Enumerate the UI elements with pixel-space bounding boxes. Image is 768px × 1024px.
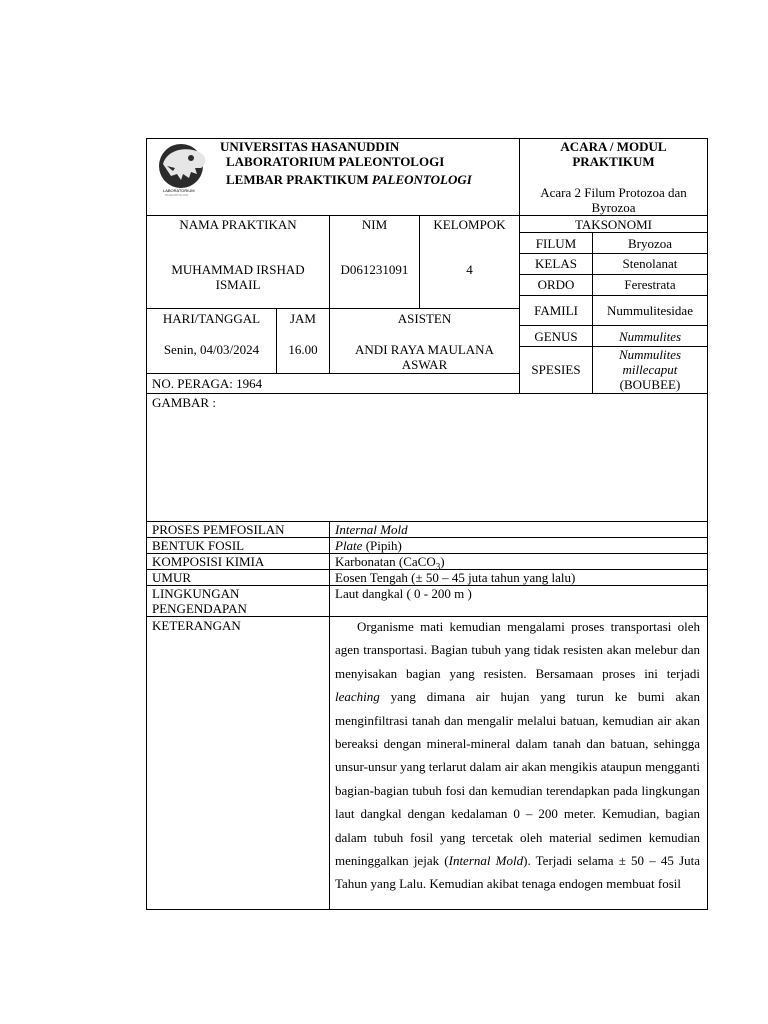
komposisi-value: Karbonatan (CaCO$_3$) [335, 554, 445, 572]
logo-subtext: PALEONTOLOGI [165, 193, 189, 197]
nim-label: NIM [361, 217, 388, 232]
famili-value: Nummulitesidae [607, 303, 693, 318]
spesies-value-2: millecaput [622, 362, 678, 377]
asisten-label: ASISTEN [397, 311, 452, 326]
nama-value-1: MUHAMMAD IRSHAD [171, 262, 305, 277]
spesies-value-3: (BOUBEE) [619, 377, 681, 392]
komposisi-label: KOMPOSISI KIMIA [152, 554, 265, 569]
acara-title-1: ACARA / MODUL [560, 139, 667, 154]
gambar-label: GAMBAR : [152, 395, 216, 410]
spesies-value-1: Nummulites [618, 347, 682, 362]
hari-value: Senin, 04/03/2024 [163, 342, 260, 357]
kelompok-value: 4 [466, 262, 473, 277]
umur-label: UMUR [152, 570, 192, 585]
kelas-value: Stenolanat [622, 256, 678, 271]
kelompok-label: KELOMPOK [433, 217, 506, 232]
dinosaur-skull-icon [151, 138, 213, 190]
acara-value-2: Byrozoa [591, 200, 636, 215]
famili-label: FAMILI [534, 303, 578, 318]
nama-value-2: ISMAIL [215, 277, 261, 292]
proses-value: Internal Mold [335, 522, 408, 537]
filum-value: Bryozoa [627, 236, 673, 251]
bentuk-value: Plate (Pipih) [335, 538, 402, 553]
nim-value: D061231091 [340, 262, 409, 277]
ordo-label: ORDO [537, 277, 575, 292]
jam-label: JAM [289, 311, 316, 326]
keterangan-label: KETERANGAN [152, 618, 241, 633]
spesies-label: SPESIES [531, 362, 581, 377]
asisten-value-1: ANDI RAYA MAULANA [355, 342, 494, 357]
bentuk-label: BENTUK FOSIL [152, 538, 245, 553]
keterangan-paragraph: Organisme mati kemudian mengalami proses transportasi oleh agen transportasi. Bagian tubuh yang tidak resisten akan melebur dan menyisakan bagian yang resisten. Bersamaan proses ini terjadi leaching yang dimana air hujan yang turun ke bumi akan menginfiltrasi tanah dan mengalir melalui batuan, kemudian air akan bereaksi dengan mineral-mineral dalam tanah dan batuan, sehingga unsur-unsur yang terlarut dalam air akan mengikis ataupun mengganti bagian-bagian tubuh fosi dan kemudian terendapkan pada lingkungan laut dangkal dengan kedalaman 0 – 200 meter. Kemudian, bagian dalam tubuh fosil yang tercetak oleh material sedimen kemudian meninggalkan jejak (Internal Mold). Terjadi selama ± 50 – 45 Juta Tahun yang Lalu. Kemudian akibat tenaga endogen membuat fosil [335, 619, 701, 892]
ordo-value: Ferestrata [624, 277, 676, 292]
filum-label: FILUM [535, 236, 577, 251]
genus-value: Nummulites [618, 329, 682, 344]
asisten-value-2: ASWAR [401, 357, 448, 372]
acara-title-2: PRAKTIKUM [572, 154, 655, 169]
acara-value-1: Acara 2 Filum Protozoa dan [540, 185, 687, 200]
umur-value: Eosen Tengah (± 50 – 45 juta tahun yang lalu) [335, 570, 576, 585]
laboratorium-logo [151, 138, 213, 198]
university-name: UNIVERSITAS HASANUDDIN [220, 139, 400, 154]
jam-value: 16.00 [288, 342, 318, 357]
sheet-title: LEMBAR PRAKTIKUM PALEONTOLOGI [226, 172, 472, 187]
logo-text: LABORATORIUM [163, 188, 195, 193]
genus-label: GENUS [534, 329, 578, 344]
lingkungan-value: Laut dangkal ( 0 - 200 m ) [335, 586, 472, 601]
no-peraga: NO. PERAGA: 1964 [152, 376, 263, 391]
lab-name: LABORATORIUM PALEONTOLOGI [226, 154, 445, 169]
proses-label: PROSES PEMFOSILAN [152, 522, 285, 537]
lingkungan-label-2: PENGENDAPAN [152, 601, 247, 616]
kelas-label: KELAS [535, 256, 577, 271]
hari-label: HARI/TANGGAL [162, 311, 261, 326]
lingkungan-label-1: LINGKUNGAN [152, 586, 240, 601]
taksonomi-title: TAKSONOMI [575, 217, 652, 232]
nama-label: NAMA PRAKTIKAN [179, 217, 297, 232]
